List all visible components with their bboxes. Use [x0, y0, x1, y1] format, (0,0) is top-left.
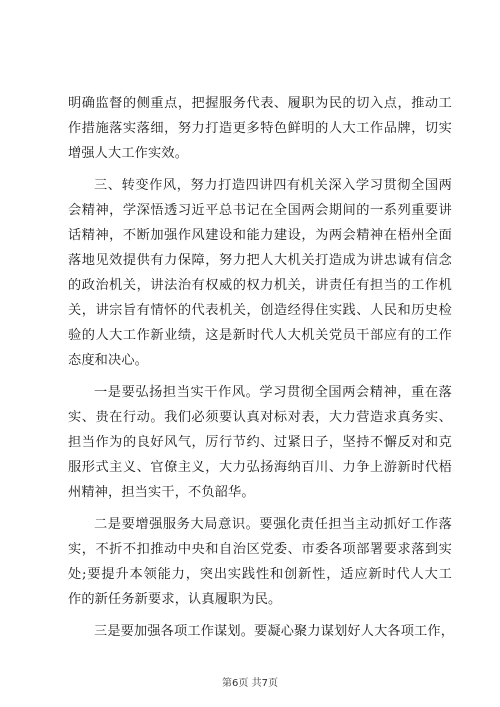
text-line: 验的人大工作新业绩，这是新时代人大机关党员干部应有的工作 — [68, 328, 452, 343]
body-text — [68, 91, 455, 651]
text-line: 实、贵在行动。我们必须要认真对标对表，大力营造求真务实、 — [68, 410, 452, 425]
text-line: 服形式主义、官僚主义，大力弘扬海纳百川、力争上游新时代梧 — [68, 460, 452, 475]
text-line: 话精神，不断加强作风建设和能力建设，为两会精神在梧州全面 — [68, 228, 452, 243]
text-line: 增强人大工作实效。 — [68, 146, 189, 161]
text-line: 的政治机关，讲法治有权威的权力机关，讲责任有担当的工作机 — [68, 278, 452, 293]
text-line: 三、转变作风，努力打造四讲四有机关深入学习贯彻全国两 — [94, 178, 452, 193]
text-line: 二是要增强服务大局意识。要强化责任担当主动抓好工作落 — [94, 517, 452, 532]
page-number-footer: 第6页 共7页 — [222, 678, 278, 689]
text-line: 明确监督的侧重点，把握服务代表、履职为民的切入点，推动工 — [68, 96, 452, 111]
text-line: 关，讲宗旨有情怀的代表机关，创造经得住实践、人民和历史检 — [68, 303, 452, 318]
text-line: 作的新任务新要求，认真履职为民。 — [68, 592, 282, 607]
text-line: 三是要加强各项工作谋划。要凝心聚力谋划好人大各项工作， — [94, 624, 455, 639]
paragraph-5 — [68, 619, 455, 644]
text-line: 州精神，担当实干，不负韶华。 — [68, 485, 255, 500]
paragraph-1 — [68, 91, 452, 166]
text-line: 会精神，学深悟透习近平总书记在全国两会期间的一系列重要讲 — [68, 203, 452, 218]
paragraph-4 — [68, 512, 452, 612]
text-line: 落地见效提供有力保障，努力把人大机关打造成为讲忠诚有信念 — [68, 253, 452, 268]
text-line: 态度和决心。 — [68, 353, 149, 368]
text-line: 实，不折不扣推动中央和自治区党委、市委各项部署要求落到实 — [68, 542, 452, 557]
text-line: 一是要弘扬担当实干作风。学习贯彻全国两会精神，重在落 — [94, 385, 452, 400]
text-line: 处;要提升本领能力，突出实践性和创新性，适应新时代人大工 — [68, 567, 452, 582]
paragraph-3 — [68, 380, 452, 505]
text-line: 担当作为的良好风气，厉行节约、过紧日子，坚持不懈反对和克 — [68, 435, 452, 450]
paragraph-2 — [68, 173, 452, 373]
text-line: 作措施落实落细，努力打造更多特色鲜明的人大工作品牌，切实 — [68, 121, 452, 136]
